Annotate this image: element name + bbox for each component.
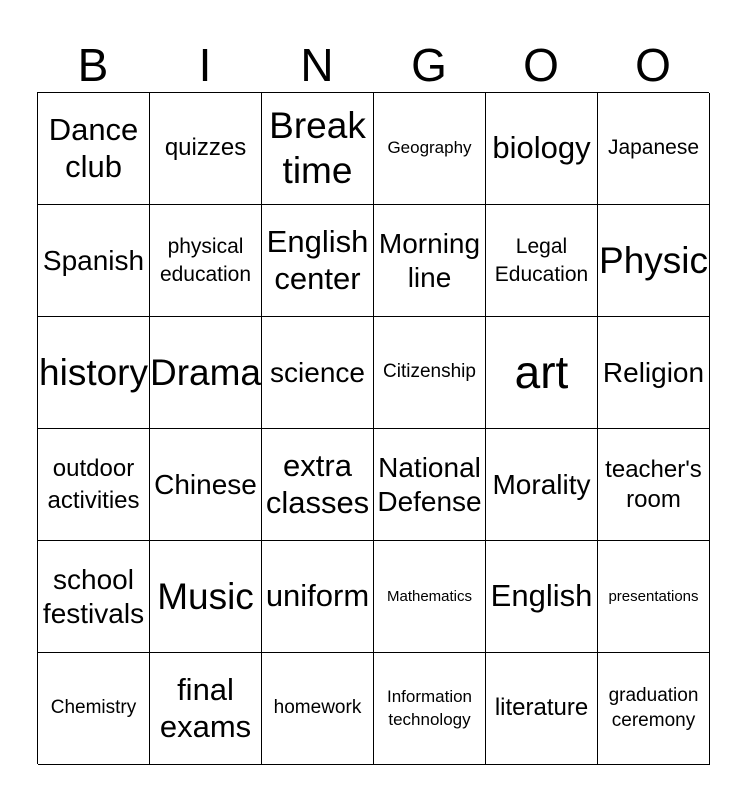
bingo-cell[interactable] <box>374 429 486 541</box>
bingo-cell[interactable] <box>598 541 710 653</box>
bingo-cell[interactable] <box>38 653 150 765</box>
bingo-cell[interactable] <box>150 429 262 541</box>
bingo-cell[interactable] <box>38 429 150 541</box>
cell-label: Information technology <box>386 687 473 729</box>
cell-label: Japanese <box>607 136 700 160</box>
cell-label: Break time <box>269 105 366 191</box>
cell-label: Religion <box>602 356 705 388</box>
header-letter-o-second: O <box>635 39 671 91</box>
bingo-cell[interactable] <box>262 429 374 541</box>
cell-label: physical education <box>159 235 252 286</box>
cell-label: graduation ceremony <box>608 684 699 731</box>
cell-label: extra classes <box>265 447 370 520</box>
cell-label: homework <box>273 697 362 719</box>
cell-label: Spanish <box>42 244 145 276</box>
cell-label: Legal Education <box>494 235 589 286</box>
bingo-cell[interactable] <box>598 93 710 205</box>
cell-label: presentations <box>608 587 699 605</box>
bingo-cell[interactable] <box>486 317 598 429</box>
bingo-cell[interactable] <box>262 93 374 205</box>
cell-label: outdoor activities <box>47 455 140 514</box>
cell-label: history <box>39 351 148 393</box>
bingo-cell[interactable] <box>262 541 374 653</box>
header-letter-g: G <box>411 39 447 91</box>
header-letter-n: N <box>300 39 334 91</box>
bingo-header <box>37 36 709 94</box>
bingo-cell[interactable] <box>374 93 486 205</box>
bingo-cell[interactable] <box>486 541 598 653</box>
header-letter-o: O <box>523 39 559 91</box>
cell-label: art <box>514 346 569 399</box>
bingo-cell[interactable] <box>262 317 374 429</box>
cell-label: Chinese <box>154 468 257 500</box>
cell-label: English center <box>266 223 369 296</box>
bingo-cell[interactable] <box>150 317 262 429</box>
bingo-cell[interactable] <box>598 429 710 541</box>
bingo-cell[interactable] <box>150 205 262 317</box>
bingo-cell[interactable] <box>374 653 486 765</box>
cell-label: biology <box>492 130 591 166</box>
cell-label: Drama <box>150 351 262 393</box>
bingo-cell[interactable] <box>486 205 598 317</box>
cell-label: Morality <box>492 468 591 500</box>
cell-label: Morning line <box>378 228 481 293</box>
bingo-cell[interactable] <box>374 317 486 429</box>
bingo-cell[interactable] <box>486 93 598 205</box>
bingo-cell[interactable] <box>38 205 150 317</box>
cell-label: National Defense <box>377 452 482 517</box>
cell-label: Chemistry <box>50 697 137 719</box>
bingo-cell[interactable] <box>38 541 150 653</box>
bingo-cell[interactable] <box>598 205 710 317</box>
cell-label: uniform <box>265 578 370 614</box>
bingo-cell[interactable] <box>150 541 262 653</box>
cell-label: Geography <box>387 138 472 158</box>
cell-label: Mathematics <box>386 587 473 605</box>
bingo-cell[interactable] <box>150 93 262 205</box>
bingo-board <box>37 92 709 764</box>
bingo-cell[interactable] <box>262 653 374 765</box>
bingo-cell[interactable] <box>598 317 710 429</box>
bingo-cell[interactable] <box>38 317 150 429</box>
header-letter-b: B <box>77 39 109 91</box>
bingo-cell[interactable] <box>38 93 150 205</box>
bingo-cell[interactable] <box>486 429 598 541</box>
bingo-cell[interactable] <box>486 653 598 765</box>
cell-label: Citizenship <box>383 361 476 383</box>
bingo-cell[interactable] <box>374 541 486 653</box>
bingo-cell[interactable] <box>374 205 486 317</box>
header-letter-i: I <box>198 39 212 91</box>
cell-label: Music <box>157 575 254 617</box>
cell-label: Dance club <box>48 111 139 184</box>
cell-label: final exams <box>159 671 252 744</box>
cell-label: Physic <box>599 239 708 281</box>
cell-label: English <box>490 578 593 614</box>
bingo-cell[interactable] <box>150 653 262 765</box>
bingo-cell[interactable] <box>598 653 710 765</box>
cell-label: teacher's room <box>605 455 702 513</box>
cell-label: science <box>270 356 365 388</box>
cell-label: literature <box>494 694 589 722</box>
bingo-cell[interactable] <box>262 205 374 317</box>
cell-label: quizzes <box>164 134 247 162</box>
cell-label: school festivals <box>42 564 145 629</box>
